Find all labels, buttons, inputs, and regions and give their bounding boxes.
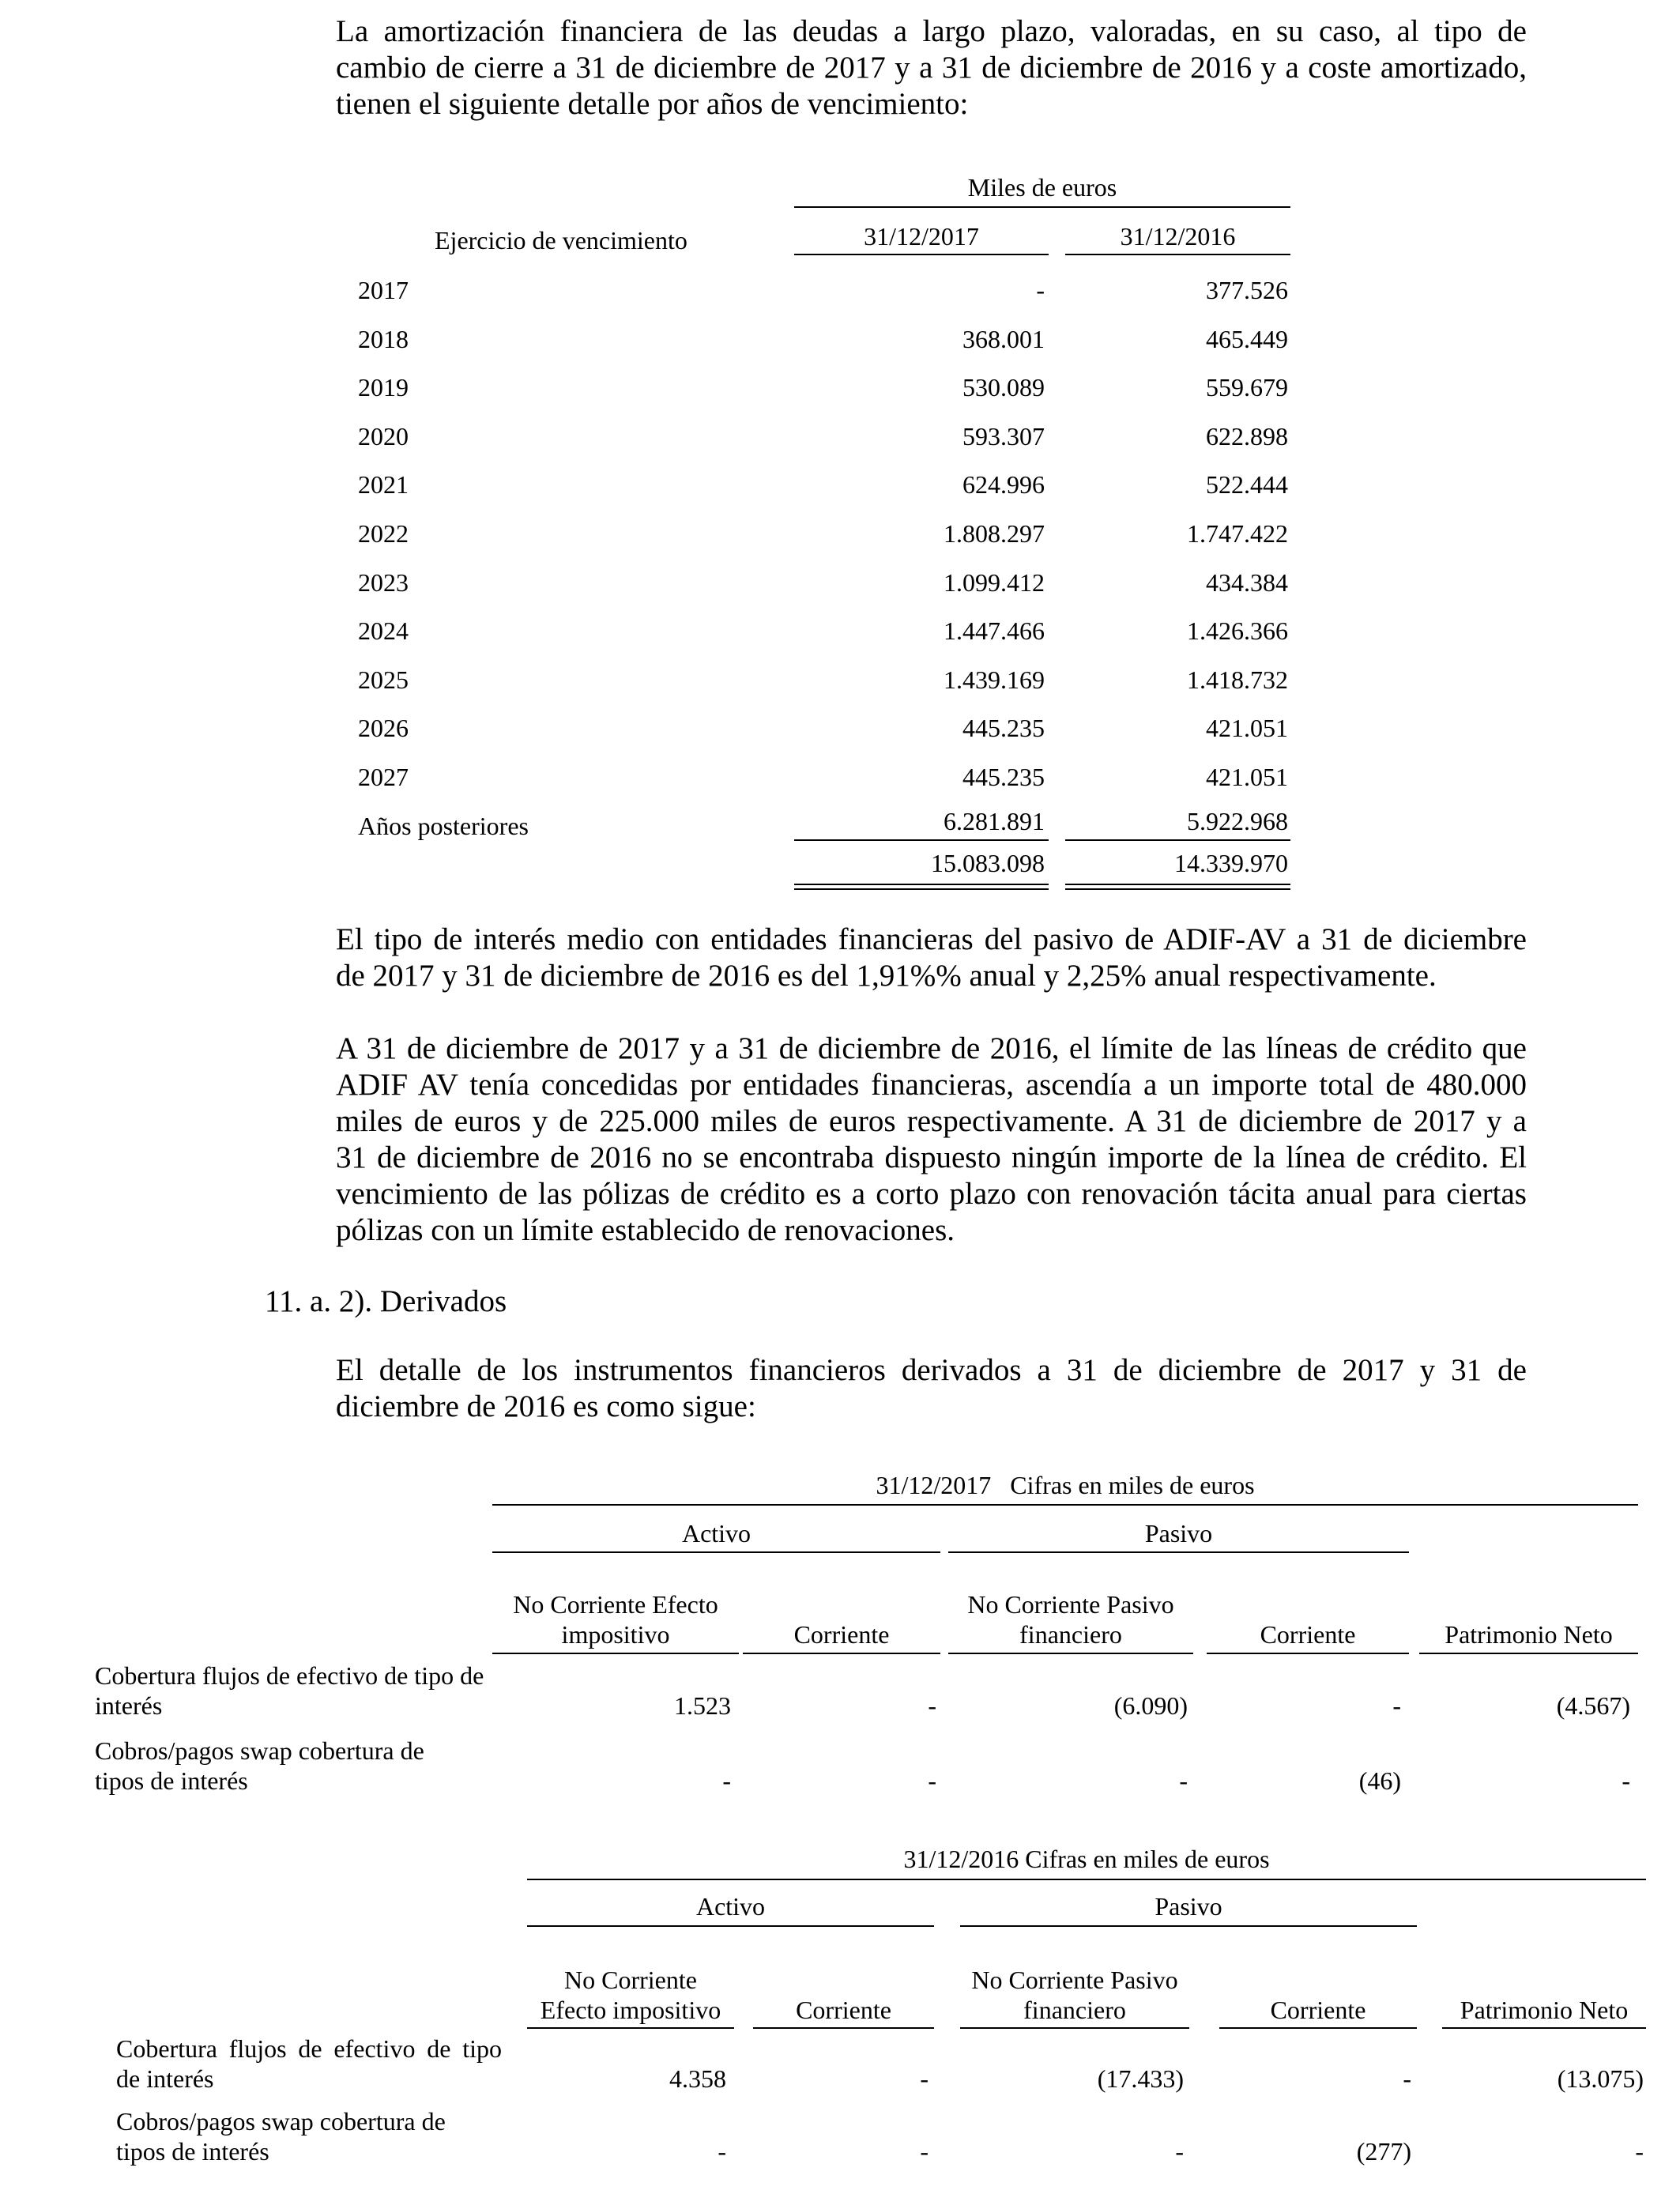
maturity-row-year: 2024 [358, 616, 409, 645]
deriv-2017-col3-rule [948, 1653, 1193, 1654]
col-header-2016: 31/12/2016 [1120, 222, 1236, 251]
derivatives-intro-line-1: El detalle de los instrumentos financieros derivados a 31 de diciembre de 2017 y 31 de [336, 1353, 1527, 1387]
credit-line-4: 31 de diciembre de 2016 no se encontraba dispuesto ningún importe de la línea de crédito. El [336, 1140, 1527, 1174]
deriv-2016-row2-label-line2: tipos de interés [116, 2137, 269, 2166]
deriv-2016-row1-c1: 4.358 [669, 2064, 726, 2093]
deriv-2017-row2-c4: (46) [1358, 1766, 1401, 1795]
col-rule-2017 [794, 254, 1049, 255]
deriv-2016-col3-line2: financiero [1023, 1996, 1126, 2024]
unit-header: Miles de euros [967, 173, 1117, 202]
deriv-2016-row2-c5: - [1635, 2137, 1644, 2166]
deriv-2017-activo-rule [492, 1551, 940, 1553]
deriv-2016-row1-c3: (17.433) [1097, 2064, 1184, 2093]
maturity-row-year: 2027 [358, 763, 409, 791]
deriv-2017-group-pasivo: Pasivo [1144, 1519, 1213, 1547]
deriv-2016-row1-c2: - [920, 2064, 929, 2093]
total-2016: 14.339.970 [1174, 849, 1288, 877]
total-double-rule-2016 [1065, 884, 1290, 890]
subtotal-rule-2017 [794, 839, 1049, 841]
deriv-2016-row1-label-line2: de interés [116, 2064, 214, 2093]
deriv-2016-row2-c2: - [920, 2137, 929, 2166]
maturity-row-value-2017: 1.808.297 [944, 519, 1045, 548]
deriv-2017-row1-c4: - [1392, 1691, 1401, 1720]
maturity-row-value-2016: 421.051 [1206, 714, 1288, 742]
deriv-2017-col2-header: Corriente [793, 1620, 890, 1649]
maturity-row-value-2016: 622.898 [1206, 422, 1288, 450]
credit-paragraph [336, 1031, 1527, 1249]
deriv-2016-col5-header: Patrimonio Neto [1460, 1996, 1629, 2024]
total-double-rule-2017 [794, 884, 1049, 890]
deriv-2016-row1-c4: - [1403, 2064, 1411, 2093]
maturity-row-value-2016: 421.051 [1206, 763, 1288, 791]
maturity-row-value-2017: 1.447.466 [944, 616, 1045, 645]
deriv-2016-col1-rule [527, 2027, 734, 2029]
maturity-row-value-2017: 445.235 [962, 714, 1045, 742]
deriv-2016-col2-rule [753, 2027, 934, 2029]
deriv-2016-row2-c3: - [1175, 2137, 1184, 2166]
deriv-2017-pasivo-rule [948, 1551, 1409, 1553]
maturity-row-value-2016: 559.679 [1206, 373, 1288, 401]
intro-line-1: La amortización financiera de las deudas a largo plazo, valoradas, en su caso, al tipo de [336, 14, 1527, 48]
deriv-2016-group-pasivo: Pasivo [1155, 1892, 1222, 1921]
deriv-2017-col3-line1: No Corriente Pasivo [967, 1590, 1174, 1619]
maturity-row-year: 2018 [358, 325, 409, 353]
maturity-row-value-2017: - [1036, 276, 1045, 304]
maturity-row-year: 2021 [358, 470, 409, 499]
maturity-row-value-2017: 1.099.412 [944, 568, 1045, 597]
interest-line-1: El tipo de interés medio con entidades financieras del pasivo de ADIF-AV a 31 de diciembre [336, 922, 1527, 956]
deriv-2017-row2-c1: - [722, 1766, 731, 1795]
deriv-2017-row2-c5: - [1622, 1766, 1630, 1795]
deriv-2017-col5-header: Patrimonio Neto [1445, 1620, 1613, 1649]
maturity-row-year: 2026 [358, 714, 409, 742]
deriv-2016-group-activo: Activo [695, 1892, 766, 1921]
deriv-2016-activo-rule [527, 1925, 934, 1927]
deriv-2017-row1-c3: (6.090) [1113, 1691, 1188, 1720]
maturity-row-year: 2025 [358, 665, 409, 694]
subtotal-rule-2016 [1065, 839, 1290, 841]
maturity-row-value-2017: 6.281.891 [944, 807, 1045, 835]
deriv-2016-col1-line2: Efecto impositivo [540, 1996, 721, 2024]
maturity-row-value-2016: 1.426.366 [1187, 616, 1288, 645]
deriv-2016-title-rule [527, 1879, 1646, 1880]
intro-line-3: tienen el siguiente detalle por años de vencimiento: [336, 87, 969, 121]
deriv-2016-col5-rule [1442, 2027, 1646, 2029]
deriv-2016-col4-header: Corriente [1270, 1996, 1366, 2024]
derivatives-intro [336, 1352, 1527, 1425]
deriv-2016-row1-label-line1: Cobertura flujos de efectivo de tipo [116, 2034, 502, 2063]
deriv-2017-title-rule [492, 1504, 1638, 1506]
deriv-2017-col4-rule [1207, 1653, 1409, 1654]
deriv-2017-row2-c2: - [928, 1766, 936, 1795]
deriv-2017-title: 31/12/2017 Cifras en miles de euros [876, 1471, 1255, 1499]
deriv-2017-row1-label [95, 1661, 506, 1721]
maturity-row-year: 2023 [358, 568, 409, 597]
maturity-row-value-2016: 522.444 [1206, 470, 1288, 499]
deriv-2016-col1-line1: No Corriente [564, 1966, 697, 1994]
deriv-2017-col1-line1: No Corriente Efecto [513, 1590, 718, 1619]
maturity-row-value-2017: 530.089 [962, 373, 1045, 401]
interest-line-2: de 2017 y 31 de diciembre de 2016 es del 1,91%% anual y 2,25% anual respectivamente. [336, 959, 1437, 993]
maturity-row-value-2016: 1.747.422 [1187, 519, 1288, 548]
deriv-2016-col3-rule [960, 2027, 1189, 2029]
credit-line-2: ADIF AV tenía concedidas por entidades financieras, ascendía a un importe total de 480.000 [336, 1068, 1527, 1102]
deriv-2016-row2-c4: (277) [1356, 2137, 1411, 2166]
deriv-2016-col1-header [527, 1965, 734, 2025]
deriv-2016-row1-c5: (13.075) [1557, 2064, 1644, 2093]
maturity-row-value-2017: 368.001 [962, 325, 1045, 353]
deriv-2017-row1-label-line2: interés [95, 1691, 163, 1720]
credit-line-1: A 31 de diciembre de 2017 y a 31 de diciembre de 2016, el límite de las líneas de crédito que [336, 1031, 1527, 1065]
deriv-2017-col3-header [948, 1589, 1193, 1649]
deriv-2016-row2-c1: - [718, 2137, 726, 2166]
deriv-2016-col2-header: Corriente [796, 1996, 891, 2024]
section-heading: 11. a. 2). Derivados [265, 1284, 507, 1318]
deriv-2017-row1-c1: 1.523 [674, 1691, 731, 1720]
maturity-row-value-2016: 1.418.732 [1187, 665, 1288, 694]
maturity-row-year: 2019 [358, 373, 409, 401]
maturity-row-value-2016: 434.384 [1206, 568, 1288, 597]
deriv-2017-row1-c5: (4.567) [1556, 1691, 1630, 1720]
deriv-2016-row1-label [116, 2034, 502, 2094]
deriv-2016-title: 31/12/2016 Cifras en miles de euros [903, 1845, 1270, 1873]
deriv-2017-row2-c3: - [1179, 1766, 1188, 1795]
intro-paragraph [336, 13, 1527, 123]
interest-paragraph [336, 922, 1527, 994]
deriv-2017-col2-rule [743, 1653, 940, 1654]
deriv-2017-col1-line2: impositivo [561, 1620, 670, 1649]
deriv-2017-col3-line2: financiero [1019, 1620, 1122, 1649]
intro-line-2: cambio de cierre a 31 de diciembre de 2017 y a 31 de diciembre de 2016 y a coste amortizado, [336, 51, 1527, 85]
deriv-2017-row1-c2: - [928, 1691, 936, 1720]
credit-line-3: miles de euros y de 225.000 miles de euros respectivamente. A 31 de diciembre de 2017 y a [336, 1104, 1527, 1138]
total-2017: 15.083.098 [931, 849, 1045, 877]
maturity-row-value-2017: 624.996 [962, 470, 1045, 499]
credit-line-6: pólizas con un límite establecido de renovaciones. [336, 1213, 955, 1247]
col-rule-2016 [1065, 254, 1290, 255]
deriv-2017-col5-rule [1419, 1653, 1638, 1654]
derivatives-intro-line-2: diciembre de 2016 es como sigue: [336, 1389, 756, 1423]
maturity-row-value-2016: 377.526 [1206, 276, 1288, 304]
deriv-2017-row2-label-line1: Cobros/pagos swap cobertura de [95, 1736, 424, 1765]
maturity-row-year: 2017 [358, 276, 409, 304]
deriv-2017-row2-label [95, 1736, 506, 1796]
deriv-2016-pasivo-rule [960, 1925, 1417, 1927]
deriv-2016-row2-label [116, 2106, 502, 2166]
deriv-2016-col4-rule [1219, 2027, 1417, 2029]
deriv-2017-row1-label-line1: Cobertura flujos de efectivo de tipo de [95, 1661, 484, 1690]
row-header: Ejercicio de vencimiento [435, 226, 687, 254]
maturity-row-value-2017: 593.307 [962, 422, 1045, 450]
deriv-2017-row2-label-line2: tipos de interés [95, 1766, 248, 1795]
maturity-row-year: 2022 [358, 519, 409, 548]
unit-header-rule [794, 206, 1290, 208]
deriv-2017-col4-header: Corriente [1260, 1620, 1356, 1649]
deriv-2016-col3-line1: No Corriente Pasivo [971, 1966, 1178, 1994]
maturity-row-value-2017: 445.235 [962, 763, 1045, 791]
col-header-2017: 31/12/2017 [864, 222, 979, 251]
maturity-row-year: Años posteriores [358, 812, 529, 840]
deriv-2017-col1-header [492, 1589, 739, 1649]
maturity-row-year: 2020 [358, 422, 409, 450]
deriv-2016-row2-label-line1: Cobros/pagos swap cobertura de [116, 2107, 446, 2136]
credit-line-5: vencimiento de las pólizas de crédito es a corto plazo con renovación tácita anual para ciertas [336, 1177, 1527, 1211]
deriv-2017-group-activo: Activo [681, 1519, 751, 1547]
maturity-row-value-2017: 1.439.169 [944, 665, 1045, 694]
deriv-2016-col3-header [960, 1965, 1189, 2025]
maturity-row-value-2016: 5.922.968 [1187, 807, 1288, 835]
deriv-2017-col1-rule [492, 1653, 739, 1654]
maturity-row-value-2016: 465.449 [1206, 325, 1288, 353]
